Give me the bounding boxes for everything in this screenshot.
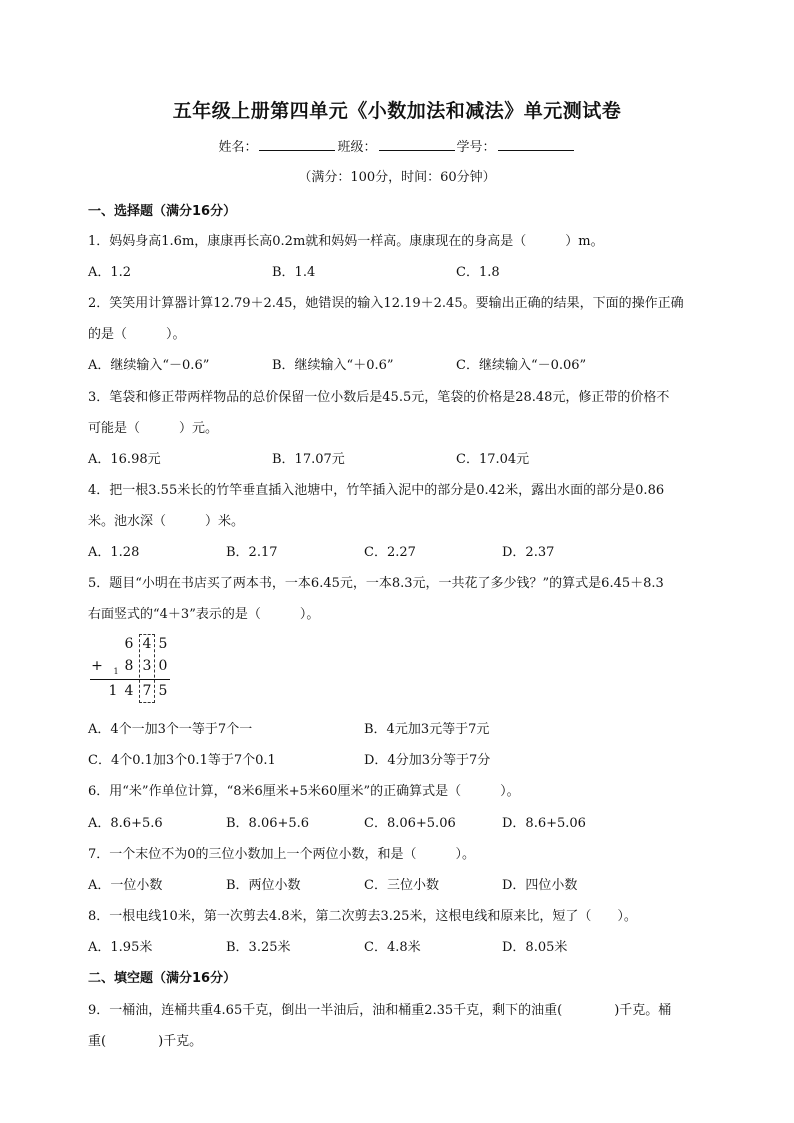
q7-option-c: C．三位小数 xyxy=(364,878,439,893)
score-time-line: （满分：100分，时间：60分钟） xyxy=(298,170,496,185)
q5-option-a: A．4个一加3个一等于7个一 xyxy=(88,722,253,737)
question-9-text-line2: 重( )千克。 xyxy=(88,1034,203,1049)
q1-option-b: B．1.4 xyxy=(272,265,316,280)
q6-option-d: D．8.6+5.06 xyxy=(502,816,586,831)
name-label: 姓名： xyxy=(218,140,258,155)
carry-digit: 1 xyxy=(113,667,119,676)
q2-option-c: C．继续输入“－0.06” xyxy=(456,358,587,373)
q3-option-b: B．17.07元 xyxy=(272,452,345,467)
question-9-text-line1: 9．一桶油，连桶共重4.65千克，倒出一半油后，油和桶重2.35千克，剩下的油重( )千克。桶 xyxy=(88,1003,672,1018)
q1-option-a: A．1.2 xyxy=(88,265,132,280)
class-label: 班级： xyxy=(337,140,377,155)
question-4-text-line2: 米。池水深（ ）米。 xyxy=(88,514,245,529)
q4-option-d: D．2.37 xyxy=(502,545,555,560)
question-4-text-line1: 4．把一根3.55米长的竹竿垂直插入池塘中，竹竿插入泥中的部分是0.42米，露出水面的部分是0.86 xyxy=(88,483,665,498)
q1-option-c: C．1.8 xyxy=(456,265,500,280)
question-5-text-line2: 右面竖式的“4＋3”表示的是（ ）。 xyxy=(88,607,320,622)
vertical-addition xyxy=(88,634,178,704)
q3-option-c: C．17.04元 xyxy=(456,452,530,467)
q5-option-c: C．4个0.1加3个0.1等于7个0.1 xyxy=(88,753,276,768)
question-2-text-line2: 的是（ ）。 xyxy=(88,327,186,342)
digit: 8 xyxy=(124,658,134,674)
digit: 3 xyxy=(142,658,152,674)
q7-option-b: B．两位小数 xyxy=(226,878,301,893)
digit: 5 xyxy=(158,683,168,699)
student-info-line xyxy=(0,136,794,155)
sum-rule-line xyxy=(90,679,170,680)
digit: 4 xyxy=(124,683,134,699)
q7-option-a: A．一位小数 xyxy=(88,878,163,893)
section-heading-choice: 一、选择题（满分16分） xyxy=(88,204,237,219)
digit: 5 xyxy=(158,636,168,652)
section-heading-fill-blank: 二、填空题（满分16分） xyxy=(88,971,237,986)
q3-option-a: A．16.98元 xyxy=(88,452,161,467)
q6-option-b: B．8.06+5.6 xyxy=(226,816,310,831)
question-3-text-line1: 3．笔袋和修正带两样物品的总价保留一位小数后是45.5元，笔袋的价格是28.48元，修正带的价格不 xyxy=(88,390,670,405)
q8-option-a: A．1.95米 xyxy=(88,940,153,955)
q7-option-d: D．四位小数 xyxy=(502,878,578,893)
name-blank xyxy=(259,138,335,151)
plus-sign: + xyxy=(91,658,103,674)
digit: 0 xyxy=(158,658,168,674)
q8-option-d: D．8.05米 xyxy=(502,940,568,955)
question-1-text: 1．妈妈身高1.6m，康康再长高0.2m就和妈妈一样高。康康现在的身高是（ ）m。 xyxy=(88,234,604,249)
question-2-text-line1: 2．笑笑用计算器计算12.79＋2.45，她错误的输入12.19＋2.45。要输出正确的结果，下面的操作正确 xyxy=(88,296,684,311)
digit: 7 xyxy=(142,683,152,699)
question-3-text-line2: 可能是（ ）元。 xyxy=(88,421,219,436)
q4-option-c: C．2.27 xyxy=(364,545,416,560)
id-label: 学号： xyxy=(456,140,496,155)
q8-option-b: B．3.25米 xyxy=(226,940,291,955)
q6-option-c: C．8.06+5.06 xyxy=(364,816,456,831)
digit: 1 xyxy=(108,683,118,699)
question-5-text-line1: 5．题目“小明在书店买了两本书，一本6.45元，一本8.3元，一共花了多少钱？”的算式是6.45＋8.3 xyxy=(88,576,664,591)
question-8-text: 8．一根电线10米，第一次剪去4.8米，第二次剪去3.25米，这根电线和原来比，短了（ ）。 xyxy=(88,909,637,924)
q4-option-a: A．1.28 xyxy=(88,545,140,560)
q4-option-b: B．2.17 xyxy=(226,545,278,560)
tenths-column-highlight xyxy=(139,634,155,703)
digit: 4 xyxy=(142,636,152,652)
class-blank xyxy=(379,138,455,151)
q5-option-d: D．4分加3分等于7分 xyxy=(364,753,491,768)
q6-option-a: A．8.6+5.6 xyxy=(88,816,163,831)
exam-title: 五年级上册第四单元《小数加法和减法》单元测试卷 xyxy=(172,100,622,122)
q5-option-b: B．4元加3元等于7元 xyxy=(364,722,490,737)
digit: 6 xyxy=(124,636,134,652)
q2-option-b: B．继续输入“＋0.6” xyxy=(272,358,394,373)
question-7-text: 7．一个末位不为0的三位小数加上一个两位小数，和是（ ）。 xyxy=(88,847,476,862)
question-6-text: 6．用“米”作单位计算，“8米6厘米+5米60厘米”的正确算式是（ ）。 xyxy=(88,784,520,799)
id-blank xyxy=(498,138,574,151)
q8-option-c: C．4.8米 xyxy=(364,940,421,955)
q2-option-a: A．继续输入“－0.6” xyxy=(88,358,210,373)
